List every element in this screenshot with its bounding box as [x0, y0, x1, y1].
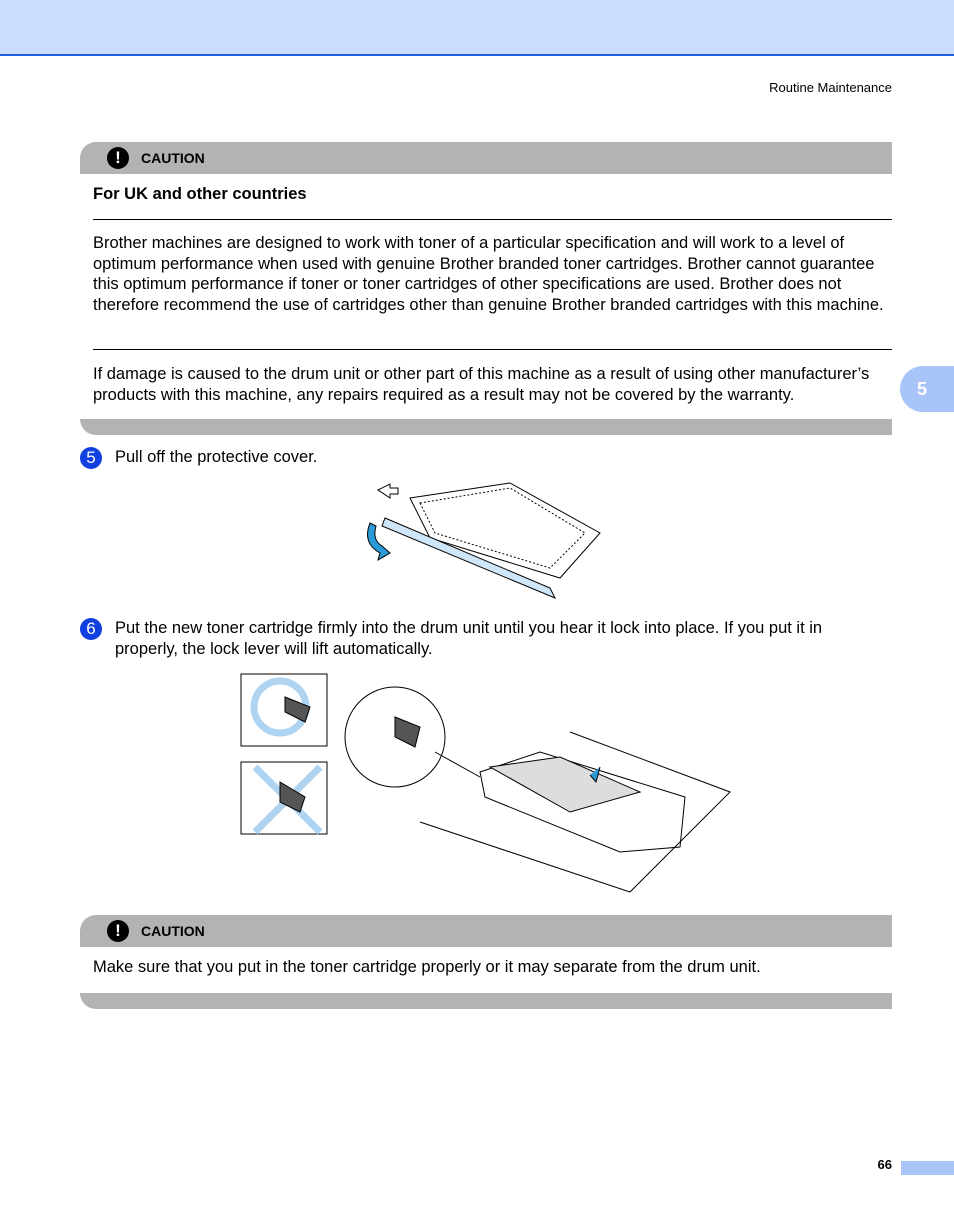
- caution-end-bar: [80, 993, 892, 1009]
- caution-paragraph: Brother machines are designed to work with toner of a particular specification and will work to a level of optimum performance when used with genuine Brother branded toner cartridges. Brother cannot guarantee this optimum performance if toner or toner cartridges of other specifications are used. Brother does not therefore recommend the use of cartridges other than genuine Brother branded cartridges with this machine.: [93, 234, 884, 314]
- caution-label: CAUTION: [141, 923, 205, 939]
- caution-bar: [80, 915, 892, 947]
- chapter-tab[interactable]: 5: [900, 366, 954, 412]
- page-number: 66: [877, 1157, 892, 1172]
- caution-icon: !: [107, 920, 129, 942]
- caution-icon: !: [107, 147, 129, 169]
- step-6: [80, 618, 880, 659]
- step-number: 5: [80, 447, 102, 469]
- step-text: Put the new toner cartridge firmly into the drum unit until you hear it lock into place. If you put it in properly, the lock lever will lift automatically.: [115, 619, 823, 658]
- caution-paragraph: If damage is caused to the drum unit or other part of this machine as a result of using other manufacturer’s products with this machine, any repairs required as a result may not be covered by the warranty.: [93, 365, 870, 404]
- caution-text: Make sure that you put in the toner cartridge properly or it may separate from the drum unit.: [93, 958, 761, 976]
- divider: [93, 349, 892, 350]
- caution-end-bar: [80, 419, 892, 435]
- step-5: [80, 447, 317, 469]
- page-tab: [901, 1161, 954, 1175]
- step-text: Pull off the protective cover.: [115, 448, 318, 466]
- running-header: Routine Maintenance: [769, 80, 892, 95]
- divider: [93, 219, 892, 220]
- caution-bar: [80, 142, 892, 174]
- caution-label: CAUTION: [141, 150, 205, 166]
- top-band: [0, 0, 954, 56]
- toner-insertion-illustration: [240, 672, 740, 897]
- step-number: 6: [80, 618, 102, 640]
- caution-heading: For UK and other countries: [93, 185, 307, 203]
- protective-cover-illustration: [360, 478, 610, 603]
